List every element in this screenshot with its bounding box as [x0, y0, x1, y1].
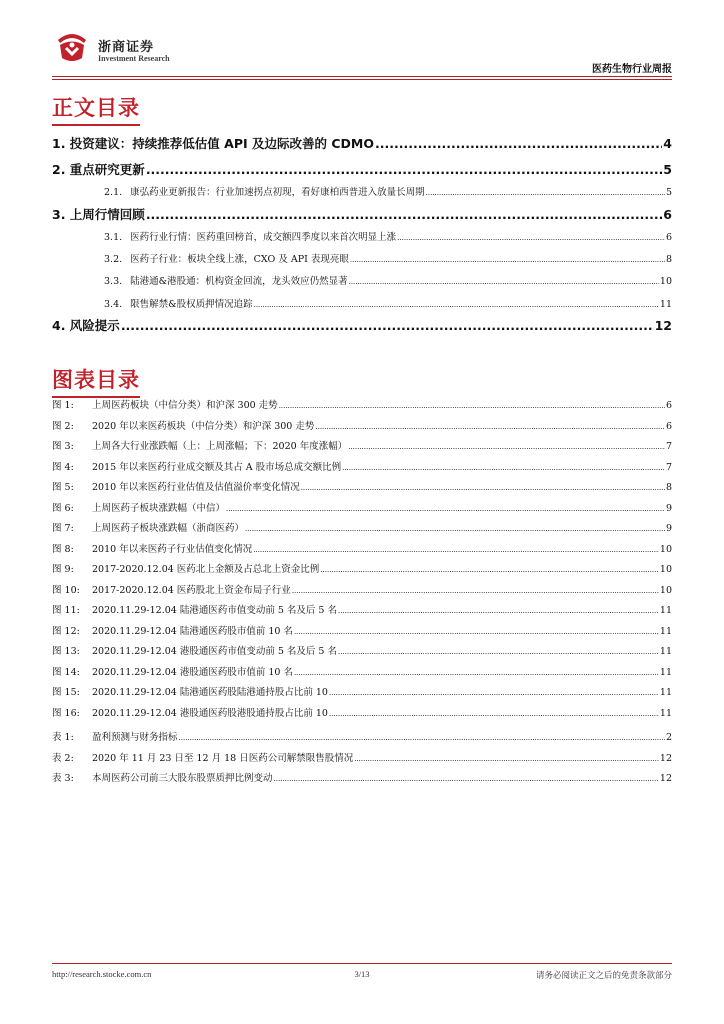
dot-leader	[375, 136, 662, 151]
figure-entry-number: 图 1:	[52, 400, 74, 411]
figure-entry[interactable]	[52, 459, 672, 473]
figure-entry[interactable]	[52, 479, 672, 493]
dot-leader	[320, 564, 659, 575]
footer-divider	[52, 963, 672, 964]
figure-entry-page: 8	[665, 482, 672, 493]
toc-entry-section-text: 3. 上周行情回顾	[52, 207, 145, 222]
table-entry[interactable]	[52, 729, 672, 743]
figure-entry[interactable]	[52, 520, 672, 534]
figure-entry[interactable]	[52, 500, 672, 514]
table-entry-text: 盈利预测与财务指标	[92, 732, 178, 743]
dot-leader	[279, 400, 665, 411]
figure-entry-page: 11	[659, 625, 672, 637]
figure-entry-text: 上周各大行业涨跌幅（上：上周涨幅；下：2020 年度涨幅）	[92, 441, 348, 452]
toc-title: 正文目录	[52, 92, 140, 122]
dot-leader	[121, 318, 654, 333]
figure-entry-page: 10	[659, 543, 672, 555]
figure-entry-page: 9	[665, 523, 672, 534]
figure-entry-page: 6	[665, 400, 672, 411]
table-entry-text: 2020 年 11 月 23 日至 12 月 18 日医药公司解禁限售股情况	[92, 752, 354, 764]
table-entry-page: 2	[665, 732, 672, 743]
toc-entry-subsection[interactable]	[104, 273, 672, 287]
figure-entry-label	[52, 602, 337, 616]
figure-entry-page: 11	[659, 646, 672, 657]
document-type: 医药生物行业周报	[592, 64, 672, 75]
figure-entry-label	[52, 541, 252, 555]
figure-entry[interactable]	[52, 541, 672, 555]
toc-entry-subsection-text: 医药子行业：板块全线上涨，CXO 及 API 表现亮眼	[130, 254, 349, 265]
figure-entry-text: 2010 年以来医药行业估值及估值溢价率变化情况	[92, 482, 300, 493]
figure-entry-label	[52, 684, 328, 698]
dot-leader	[397, 232, 665, 243]
toc-entry-subsection-page: 10	[659, 276, 672, 287]
figure-entry-text: 2020.11.29-12.04 港股通医药市值变动前 5 名及后 5 名	[92, 646, 337, 657]
figure-entry-page: 7	[665, 461, 672, 473]
dot-leader	[274, 773, 659, 784]
footer-url[interactable]: http://research.stocke.com.cn	[52, 969, 152, 979]
figure-entry-text: 2020 年以来医药板块（中信分类）和沪深 300 走势	[92, 420, 315, 432]
company-name-cn: 浙商证券	[98, 40, 155, 55]
toc-entry-subsection-text: 医药行业行情：医药重回榜首，成交额四季度以来首次明显上涨	[130, 232, 397, 243]
toc-entry-subsection-page: 5	[665, 187, 672, 198]
page-header	[52, 30, 672, 76]
figure-entry[interactable]	[52, 418, 672, 432]
figure-entry-number: 图 7:	[52, 523, 74, 534]
figure-entry-label	[52, 643, 337, 657]
header-divider	[52, 76, 672, 80]
figure-entry-label	[52, 561, 319, 575]
dot-leader	[253, 544, 659, 555]
toc-entry-section-label	[52, 160, 145, 178]
figure-entry-label	[52, 418, 314, 432]
table-entry-number: 表 2:	[52, 752, 74, 764]
figure-entry-page: 9	[665, 502, 672, 514]
figure-entry-text: 2017-2020.12.04 医药股北上资金布局子行业	[92, 584, 291, 596]
figure-entry-label	[52, 520, 244, 534]
dot-leader	[338, 605, 659, 616]
figure-entry-number: 图 16:	[52, 707, 80, 719]
figure-entry-number: 图 11:	[52, 605, 80, 616]
dot-leader	[294, 667, 659, 678]
toc-entry-subsection-label	[104, 273, 348, 287]
figure-entry[interactable]	[52, 397, 672, 411]
toc-entry-section-page: 5	[663, 162, 672, 177]
dot-leader	[354, 753, 659, 764]
toc-entry-subsection[interactable]	[104, 229, 672, 243]
dot-leader	[349, 276, 659, 287]
company-name-en: Investment Research	[98, 54, 170, 63]
toc-entry-subsection[interactable]	[104, 296, 672, 310]
table-entry-label	[52, 770, 273, 784]
figure-entry-page: 10	[659, 584, 672, 596]
toc-entry-section-page: 6	[663, 207, 672, 222]
figure-entry-number: 图 3:	[52, 441, 74, 452]
dot-leader	[342, 462, 665, 473]
figure-entry-label	[52, 500, 225, 514]
dot-leader	[254, 299, 659, 310]
figure-entry-label	[52, 705, 328, 719]
figure-entry-number: 图 12:	[52, 625, 80, 637]
table-entry-label	[52, 729, 178, 743]
dot-leader	[294, 626, 659, 637]
toc-entry-subsection-number: 3.3.	[104, 276, 123, 287]
figure-entry-number: 图 9:	[52, 564, 74, 575]
table-entry-text: 本周医药公司前三大股东股票质押比例变动	[92, 773, 273, 784]
toc-entry-subsection-number: 2.1.	[104, 187, 123, 198]
dot-leader	[329, 708, 659, 719]
figure-entry-page: 11	[659, 605, 672, 616]
figure-entry[interactable]	[52, 643, 672, 657]
toc-entry-subsection-label	[104, 296, 253, 310]
figure-index-title: 图表目录	[52, 364, 140, 394]
figure-entry-text: 2020.11.29-12.04 港股通医药股港股通持股占比前 10	[92, 707, 328, 719]
figure-entry-number: 图 8:	[52, 543, 74, 555]
figure-entry-text: 上周医药板块（中信分类）和沪深 300 走势	[92, 400, 278, 411]
toc-entry-subsection-label	[104, 229, 396, 243]
toc-entry-subsection-page: 11	[659, 299, 672, 310]
footer-disclaimer: 请务必阅读正文之后的免责条款部分	[535, 971, 672, 981]
figure-entry-text: 2015 年以来医药行业成交额及其占 A 股市场总成交额比例	[92, 461, 342, 473]
figure-entry-number: 图 4:	[52, 461, 74, 473]
table-entry-page: 12	[659, 752, 672, 764]
toc-entry-section-label	[52, 316, 120, 334]
table-entry-number: 表 3:	[52, 773, 74, 784]
figure-entry-text: 2010 年以来医药子行业估值变化情况	[92, 543, 253, 555]
table-entry-label	[52, 750, 353, 764]
figure-entry-number: 图 13:	[52, 646, 80, 657]
figure-entry-text: 2020.11.29-12.04 陆港通医药股市值前 10 名	[92, 625, 293, 637]
figure-entry[interactable]	[52, 664, 672, 678]
figure-entry-text: 上周医药子板块涨跌幅（中信）	[92, 502, 226, 514]
toc-entry-subsection-page: 8	[665, 254, 672, 265]
figure-entry-label	[52, 664, 293, 678]
figure-entry-page: 10	[659, 564, 672, 575]
toc-entry-section-label	[52, 134, 374, 152]
figure-entry-label	[52, 438, 347, 452]
toc-entry-subsection-number: 3.1.	[104, 232, 123, 243]
dot-leader	[301, 482, 665, 493]
figure-entry[interactable]	[52, 684, 672, 698]
toc-entry-section-page: 12	[654, 318, 672, 333]
figure-entry-label	[52, 459, 341, 473]
table-entry-number: 表 1:	[52, 732, 74, 743]
figure-entry-label	[52, 397, 278, 411]
toc-entry-section-text: 4. 风险提示	[52, 318, 120, 333]
dot-leader	[315, 421, 665, 432]
dot-leader	[348, 441, 665, 452]
figure-entry[interactable]	[52, 602, 672, 616]
figure-entry-number: 图 15:	[52, 687, 80, 698]
dot-leader	[146, 207, 662, 222]
toc-entry-subsection[interactable]	[104, 184, 672, 198]
figure-entry-page: 6	[665, 420, 672, 432]
figure-entry-number: 图 5:	[52, 482, 74, 493]
toc-entry-section-label	[52, 205, 145, 223]
dot-leader	[245, 523, 665, 534]
figure-entry-label	[52, 479, 300, 493]
figure-entry-number: 图 2:	[52, 420, 74, 432]
figure-entry[interactable]	[52, 438, 672, 452]
figure-entry-label	[52, 582, 291, 596]
figure-entry-number: 图 10:	[52, 584, 80, 596]
dot-leader	[329, 687, 659, 698]
figure-entry-page: 11	[659, 687, 672, 698]
toc-entry-subsection-label	[104, 184, 425, 198]
toc-entry-section-page: 4	[663, 136, 672, 151]
figure-entry-number: 图 6:	[52, 502, 74, 514]
figure-entry-label	[52, 623, 293, 637]
toc-entry-subsection-text: 限售解禁&股权质押情况追踪	[130, 299, 253, 310]
dot-leader	[179, 732, 665, 743]
figure-entry[interactable]	[52, 582, 672, 596]
toc-entry-subsection-label	[104, 251, 349, 265]
dot-leader	[338, 646, 659, 657]
figure-entry-page: 11	[659, 707, 672, 719]
table-entry[interactable]	[52, 750, 672, 764]
figure-entry[interactable]	[52, 705, 672, 719]
figure-entry-text: 2017-2020.12.04 医药北上金额及占总北上资金比例	[92, 564, 320, 575]
figure-entry[interactable]	[52, 623, 672, 637]
dot-leader	[146, 162, 662, 177]
logo-mark-icon	[52, 30, 92, 66]
toc-entry-section-text: 1. 投资建议：持续推荐低估值 API 及边际改善的 CDMO	[52, 136, 374, 151]
dot-leader	[292, 585, 659, 596]
dot-leader	[350, 254, 665, 265]
dot-leader	[426, 187, 665, 198]
table-entry-page: 12	[659, 773, 672, 784]
toc-entry-subsection-number: 3.2.	[104, 254, 123, 265]
figure-entry-page: 11	[659, 666, 672, 678]
table-entry[interactable]	[52, 770, 672, 784]
toc-entry-section[interactable]	[52, 160, 672, 178]
toc-entry-section-text: 2. 重点研究更新	[52, 162, 145, 177]
figure-entry-text: 2020.11.29-12.04 港股通医药股市值前 10 名	[92, 666, 293, 678]
figure-entry-text: 2020.11.29-12.04 陆港通医药市值变动前 5 名及后 5 名	[92, 605, 337, 616]
figure-entry-number: 图 14:	[52, 666, 80, 678]
toc-entry-subsection[interactable]	[104, 251, 672, 265]
figure-entry-page: 7	[665, 441, 672, 452]
toc-entry-subsection-number: 3.4.	[104, 299, 123, 310]
company-logo	[52, 30, 252, 70]
toc-entry-section[interactable]	[52, 205, 672, 223]
toc-entry-subsection-page: 6	[665, 232, 672, 243]
figure-entry-text: 上周医药子板块涨跌幅（浙商医药）	[92, 523, 245, 534]
figure-entry[interactable]	[52, 561, 672, 575]
figure-entry-text: 2020.11.29-12.04 陆港通医药股陆港通持股占比前 10	[92, 687, 328, 698]
dot-leader	[226, 503, 665, 514]
page-number: 3/13	[354, 969, 370, 979]
toc-entry-subsection-text: 康弘药业更新报告：行业加速拐点初现，看好康柏西普进入放量长周期	[130, 187, 425, 198]
toc-entry-section[interactable]	[52, 316, 672, 334]
toc-entry-section[interactable]	[52, 134, 672, 152]
toc-entry-subsection-text: 陆港通&港股通：机构资金回流，龙头效应仍然显著	[130, 276, 348, 287]
